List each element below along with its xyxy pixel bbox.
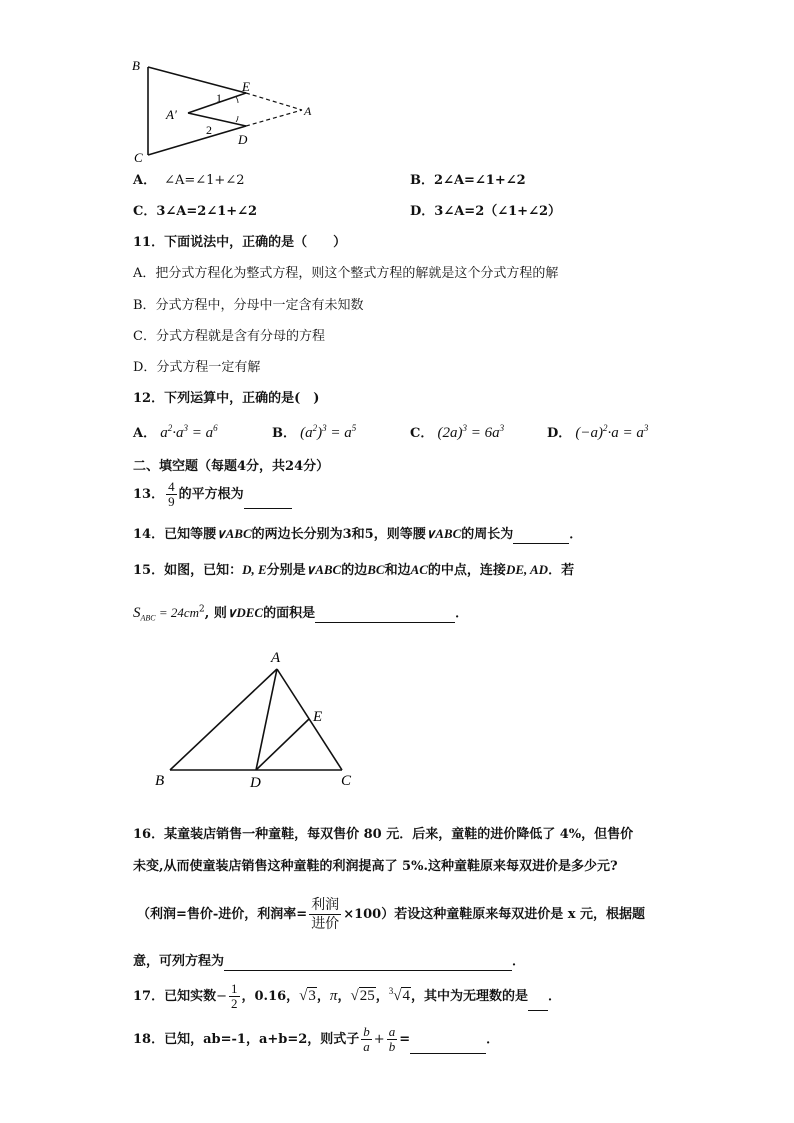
label-angle-1: 1 xyxy=(216,91,222,105)
q10-option-b-text: 2∠A=∠1+∠2 xyxy=(434,173,526,188)
q12-stem: 12．下列运算中，正确的是( ) xyxy=(133,391,320,406)
q15-side-ac: AC xyxy=(410,562,428,577)
q10-option-b-label: B． xyxy=(410,173,434,188)
q16-line-1: 16．某童装店销售一种童鞋，每双售价 80 元．后来，童鞋的进价降低了 4%，但售价 xyxy=(133,827,634,842)
q17-part-d: ， xyxy=(337,989,351,1004)
section-heading-fill-in: 二、填空题（每题4分，共24分） xyxy=(133,459,330,474)
q17-cbrt-index: 3 xyxy=(388,986,394,996)
q12-option-b xyxy=(272,424,356,443)
q13-frac-den: 9 xyxy=(168,494,175,509)
q17-cbrt-4-value: 4 xyxy=(402,988,410,1004)
q15-line-1 xyxy=(133,561,574,580)
segment-BE xyxy=(148,67,246,93)
q16-frac-num: 利润 xyxy=(311,897,340,913)
q15-part-f: ．若 xyxy=(548,563,575,578)
q15-triangle: ABC xyxy=(315,562,342,577)
q12-option-a xyxy=(133,424,218,443)
q12-option-a-label: A． xyxy=(133,426,157,441)
q14-part-c: 的周长为 xyxy=(461,527,514,542)
label-E: E xyxy=(242,79,250,94)
q10-option-c xyxy=(133,203,257,221)
q12-option-b-math: $(a^2)^3 = a^5$ xyxy=(300,423,357,441)
q17-part-e: ， xyxy=(375,989,389,1004)
q13-answer-blank[interactable] xyxy=(244,494,292,509)
q18-fraction-b-over-a xyxy=(361,1025,372,1054)
q13-text: 的平方根为 xyxy=(178,487,244,502)
q14-triangle-symbol-2: ∨ xyxy=(425,526,436,541)
q15-part-e: 的中点，连接 xyxy=(427,563,506,578)
q10-option-b xyxy=(410,172,526,190)
q12-option-c-math: $(2a)^3 = 6a^3$ xyxy=(437,423,505,441)
label-C: C xyxy=(341,773,352,789)
label-B: B xyxy=(132,58,140,73)
q15-triangle-symbol-dec: ∨ xyxy=(226,605,237,620)
q17-sqrt-3: √3 xyxy=(299,988,316,1004)
q15-area-symbol: S xyxy=(133,605,141,621)
q15-part-d: 和边 xyxy=(384,563,411,578)
segment-CD xyxy=(148,126,246,155)
q11-stem: 11．下面说法中，正确的是（ ） xyxy=(133,235,347,250)
q10-option-d-label: D． xyxy=(410,204,435,219)
q17-negative-sign: − xyxy=(216,989,227,1004)
q15-area-superscript: 2 xyxy=(199,604,205,615)
q17 xyxy=(133,982,561,1011)
q13-number: 13． xyxy=(133,487,165,502)
q10-option-c-label: C． xyxy=(133,204,157,219)
q13-fraction xyxy=(166,480,177,509)
q16-frac-den: 进价 xyxy=(311,916,340,932)
q17-part-b: ，0.16， xyxy=(241,989,300,1004)
q14-part-b: 的两边长分别为3和5，则等腰 xyxy=(251,527,426,542)
q18-end: ． xyxy=(486,1032,500,1047)
q17-pi: π xyxy=(329,988,338,1004)
q15-side-bc: BC xyxy=(367,562,385,577)
q16-line-4-text: 意，可列方程为 xyxy=(133,954,225,969)
q17-frac-den: 2 xyxy=(231,996,238,1011)
q17-fraction xyxy=(229,982,240,1011)
q16-line-3-b: ×100）若设这种童鞋原来每双进价是 x 元，根据题 xyxy=(343,907,646,922)
q15-answer-blank[interactable] xyxy=(315,608,455,623)
q15-part-b: 分别是 xyxy=(266,563,306,578)
q12-option-d-math: $(-a)^2\cdot a = a^3$ xyxy=(575,423,649,441)
q16-line-3-a: （利润=售价-进价，利润率= xyxy=(137,907,308,922)
segment-AD xyxy=(256,669,277,770)
q15-end: ． xyxy=(455,606,469,621)
q17-part-c: ， xyxy=(316,989,330,1004)
q15-triangle-dec: DEC xyxy=(236,605,264,620)
label-A-prime: A′ xyxy=(166,107,177,122)
q10-option-d-text: 3∠A=2（∠1+∠2） xyxy=(434,204,562,219)
label-angle-2: 2 xyxy=(206,123,212,137)
q15-part-a: 15．如图，已知： xyxy=(133,563,243,578)
q12-option-d xyxy=(547,424,648,443)
q10-option-a xyxy=(133,172,245,190)
q15-segments: DE, AD xyxy=(505,562,549,577)
q14-triangle-1: ABC xyxy=(225,526,252,541)
q11-option-b: B．分式方程中，分母中一定含有未知数 xyxy=(133,298,364,313)
q11-option-d: D．分式方程一定有解 xyxy=(133,360,261,375)
q15-part-c: 的边 xyxy=(341,563,368,578)
q14-answer-blank[interactable] xyxy=(513,529,569,544)
q15-triangle-symbol: ∨ xyxy=(305,562,316,577)
q17-sqrt-3-value: 3 xyxy=(308,988,316,1004)
q12-option-b-label: B． xyxy=(272,426,296,441)
q12-option-c-label: C． xyxy=(410,426,434,441)
triangle-abc-figure xyxy=(150,645,365,795)
label-E: E xyxy=(313,709,323,725)
q14 xyxy=(133,525,582,544)
q17-part-a: 17．已知实数 xyxy=(133,989,217,1004)
segment-DE xyxy=(256,719,309,770)
q13 xyxy=(133,480,292,509)
q16-answer-blank[interactable] xyxy=(224,956,512,971)
segment-AC xyxy=(277,669,342,770)
q10-option-d xyxy=(410,203,561,221)
q18-part-a: 18．已知，ab=-1，a+b=2，则式子 xyxy=(133,1032,360,1047)
segment-AB xyxy=(170,669,277,770)
q12-option-a-math: $a^2\cdot a^3 = a^6$ xyxy=(160,423,218,441)
q11-option-c: C．分式方程就是含有分母的方程 xyxy=(133,329,325,344)
q17-cbrt-4: $^3$√4 xyxy=(388,986,410,1004)
q17-sqrt-25-value: 25 xyxy=(359,988,375,1004)
q15-line-2 xyxy=(133,604,468,623)
q14-triangle-symbol-1: ∨ xyxy=(216,526,226,541)
q18-answer-blank[interactable] xyxy=(410,1039,486,1054)
q10-option-a-label: A． xyxy=(133,173,157,188)
q12-option-d-label: D． xyxy=(547,426,572,441)
q10-option-a-text: ∠A=∠1+∠2 xyxy=(164,173,245,188)
q16-line-4 xyxy=(133,953,525,971)
label-C: C xyxy=(134,150,143,165)
label-D: D xyxy=(238,132,248,147)
q17-answer-blank[interactable] xyxy=(528,996,548,1011)
q15-points-de: D, E xyxy=(242,562,267,577)
q17-frac-num: 1 xyxy=(231,981,238,996)
q13-frac-num: 4 xyxy=(168,479,175,494)
q10-option-c-text: 3∠A=2∠1+∠2 xyxy=(156,204,258,219)
label-A: A xyxy=(271,650,281,666)
label-B: B xyxy=(155,773,165,789)
fold-triangle-figure xyxy=(128,55,318,170)
label-D: D xyxy=(250,775,261,791)
q16-line-3 xyxy=(137,896,645,933)
q15-area-value: = 24cm xyxy=(155,605,200,620)
q14-end: ． xyxy=(569,527,583,542)
q18-f1-den: a xyxy=(363,1039,370,1054)
q12-option-c xyxy=(410,424,504,443)
q17-end: ． xyxy=(547,989,561,1004)
q17-part-f: ，其中为无理数的是 xyxy=(410,989,528,1004)
q15-part-h: 的面积是 xyxy=(263,606,316,621)
q18-f1-num: b xyxy=(363,1024,370,1039)
q11-option-a: A．把分式方程化为整式方程，则这个整式方程的解就是这个分式方程的解 xyxy=(133,266,559,281)
q18-f2-num: a xyxy=(388,1024,396,1039)
q18-equals: = xyxy=(399,1032,411,1047)
q18 xyxy=(133,1025,499,1054)
q16-end: ． xyxy=(512,954,526,969)
q18-fraction-a-over-b xyxy=(387,1025,398,1054)
dashed-EA xyxy=(246,93,302,110)
q15-part-g: , 则 xyxy=(204,606,227,621)
q14-triangle-2: ABC xyxy=(435,526,462,541)
q16-profit-fraction xyxy=(309,896,341,933)
q16-line-2: 未变,从而使童装店销售这种童鞋的利润提高了 5%.这种童鞋原来每双进价是多少元? xyxy=(133,859,618,874)
q15-area-subscript: ABC xyxy=(140,613,156,623)
q14-part-a: 14．已知等腰 xyxy=(133,527,217,542)
q17-sqrt-25: √25 xyxy=(350,988,375,1004)
label-A: A xyxy=(304,104,312,118)
q18-plus: + xyxy=(373,1032,385,1047)
q18-f2-den: b xyxy=(388,1039,396,1054)
dashed-DA xyxy=(246,110,302,126)
